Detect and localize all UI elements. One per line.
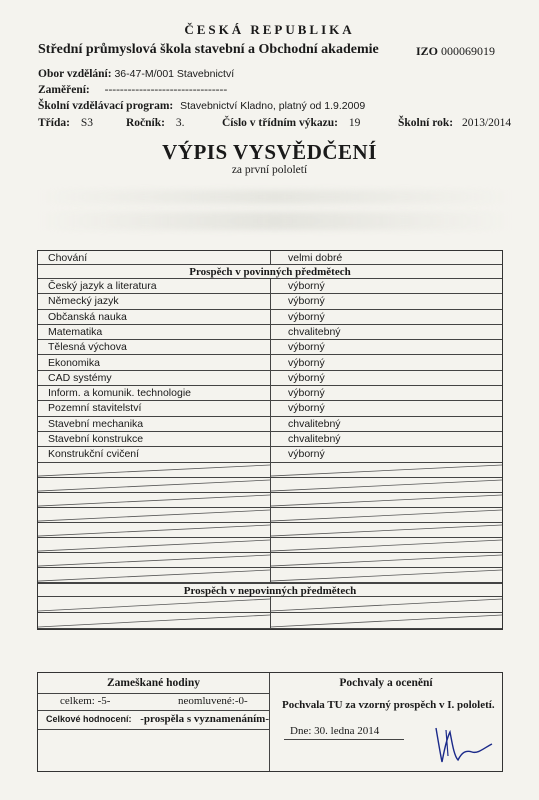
subject-grade: výborný [288,341,325,354]
absence-divider [38,693,269,694]
document-title: VÝPIS VYSVĚDČENÍ [162,140,377,164]
rocnik-label: Ročník: [126,117,165,129]
mandatory-heading: Prospěch v povinných předmětech [38,265,502,279]
absence-heading: Zameškané hodiny [107,677,200,689]
praise-date: Dne: 30. ledna 2014 [290,725,380,737]
zamereni-line [38,84,227,96]
subject-grade: chvalitebný [288,417,341,430]
obor-label: Obor vzdělání: [38,68,112,80]
cislo-line [222,117,360,129]
date-underline [284,739,404,740]
obor-line [38,68,234,80]
trida-line [38,117,93,129]
subject-grade: chvalitebný [288,433,341,445]
rok-label: Školní rok: [398,117,454,129]
overall-label: Celkové hodnocení: [46,714,132,724]
subject-grade: výborný [288,371,325,384]
absence-divider [38,710,269,711]
praise-text: Pochvala TU za vzorný prospěch v I. pololetí. [282,699,495,711]
overall-value: -prospěla s vyznamenáním- [140,713,270,725]
subject-name: Stavební mechanika [48,417,144,430]
praise-heading: Pochvaly a ocenění [339,677,433,689]
subject-name: Tělesná výchova [48,341,127,354]
rocnik-line [126,117,184,129]
overall-line [46,713,269,725]
absence-unexcused: neomluvené:-0- [178,695,248,707]
column-divider [270,251,271,265]
rocnik-value: 3. [175,117,185,129]
redacted-area [40,212,510,230]
behavior-label: Chování [48,252,88,264]
trida-label: Třída: [38,117,70,129]
subject-name: Inform. a komunik. technologie [48,387,191,400]
subject-name: Německý jazyk [48,295,119,308]
subject-name: Matematika [48,325,103,338]
school-name: Střední průmyslová škola stavební a Obchodní akademie [38,42,379,57]
subject-name: Český jazyk a literatura [48,280,157,292]
behavior-value: velmi dobré [288,252,343,264]
document-subtitle: za první pololetí [231,164,308,176]
izo-label: IZO [416,44,439,58]
zamereni-value: -------------------------------- [104,84,228,96]
subject-grade: výborný [288,295,325,308]
grades-table [37,250,503,630]
cislo-label: Číslo v třídním výkazu: [222,117,338,129]
subject-name: Konstrukční cvičení [48,448,140,461]
rok-value: 2013/2014 [461,117,512,129]
redacted-area [40,190,510,204]
subject-grade: chvalitebný [288,325,341,338]
column-divider [270,279,271,583]
country-heading: ČESKÁ REPUBLIKA [184,22,355,37]
column-divider [270,597,271,629]
subject-name: Pozemní stavitelství [48,402,142,415]
optional-heading: Prospěch v nepovinných předmětech [38,583,502,597]
subject-grade: výborný [288,387,325,400]
subject-name: Občanská nauka [48,310,127,323]
subject-name: Ekonomika [48,356,100,369]
absence-divider [38,729,269,730]
cislo-value: 19 [348,117,361,129]
subject-name: CAD systémy [48,371,112,384]
trida-value: S3 [80,117,93,129]
subject-grade: výborný [288,356,325,369]
program-value: Stavebnictví Kladno, platný od 1.9.2009 [180,100,366,112]
rok-line [398,117,511,129]
program-line [38,100,365,112]
signature-mark [430,722,500,772]
izo-value: 000069019 [441,44,496,58]
program-label: Školní vzdělávací program: [38,100,174,112]
izo [416,44,495,59]
subject-grade: výborný [288,448,325,461]
absence-total: celkem: -5- [60,695,111,707]
obor-value: 36-47-M/001 Stavebnictví [114,68,235,80]
subject-name: Stavební konstrukce [48,433,144,445]
zamereni-label: Zaměření: [38,84,90,96]
subject-grade: výborný [288,310,325,323]
subject-grade: výborný [288,280,325,292]
subject-grade: výborný [288,402,325,415]
